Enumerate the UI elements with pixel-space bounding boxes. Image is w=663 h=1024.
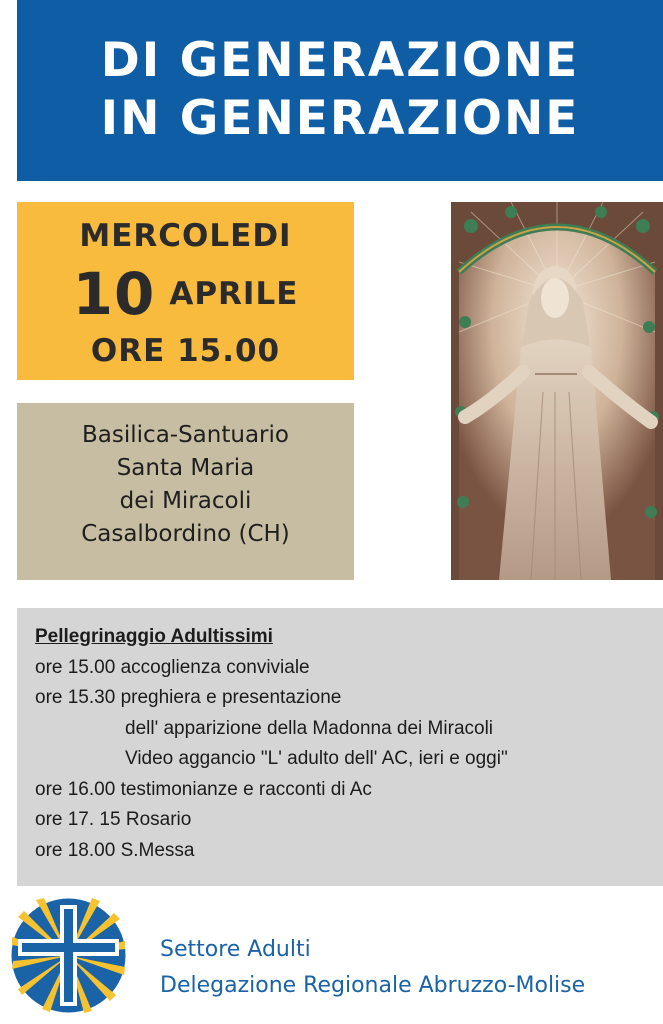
venue-line: Casalbordino (CH) xyxy=(81,521,290,547)
cross-logo-icon xyxy=(10,897,127,1014)
program-item: ore 15.00 accoglienza conviviale xyxy=(35,656,310,678)
venue-line: Basilica-Santuario xyxy=(82,422,289,448)
date-day: 10 xyxy=(72,260,156,328)
footer-line-1: Settore Adulti xyxy=(160,937,311,962)
title-banner xyxy=(17,0,663,181)
program-heading: Pellegrinaggio Adultissimi xyxy=(35,626,273,647)
title-line-1: DI GENERAZIONE xyxy=(100,33,580,88)
title-line-2: IN GENERAZIONE xyxy=(100,91,580,146)
program-item: ore 15.30 preghiera e presentazione xyxy=(35,687,342,708)
date-month: APRILE xyxy=(169,276,299,312)
date-box xyxy=(17,202,354,380)
venue-line: dei Miracoli xyxy=(119,488,252,514)
venue-line: Santa Maria xyxy=(116,455,255,481)
azione-cattolica-logo xyxy=(10,897,127,1014)
footer-text xyxy=(160,932,585,1004)
date-row xyxy=(17,260,354,328)
program-item: ore 17. 15 Rosario xyxy=(35,809,192,830)
program-item: Video aggancio "L' adulto dell' AC, ieri e oggi" xyxy=(125,748,508,769)
program-item: dell' apparizione della Madonna dei Miracoli xyxy=(125,717,494,739)
program-box xyxy=(17,608,663,886)
venue-box xyxy=(17,403,354,580)
madonna-photo xyxy=(451,202,663,580)
date-time: ORE 15.00 xyxy=(90,333,281,369)
program-item: ore 18.00 S.Messa xyxy=(35,839,195,861)
footer-line-2: Delegazione Regionale Abruzzo-Molise xyxy=(160,973,586,998)
madonna-statue-icon xyxy=(451,202,663,580)
program-item: ore 16.00 testimonianze e racconti di Ac xyxy=(35,778,372,800)
date-weekday: MERCOLEDI xyxy=(79,218,292,254)
